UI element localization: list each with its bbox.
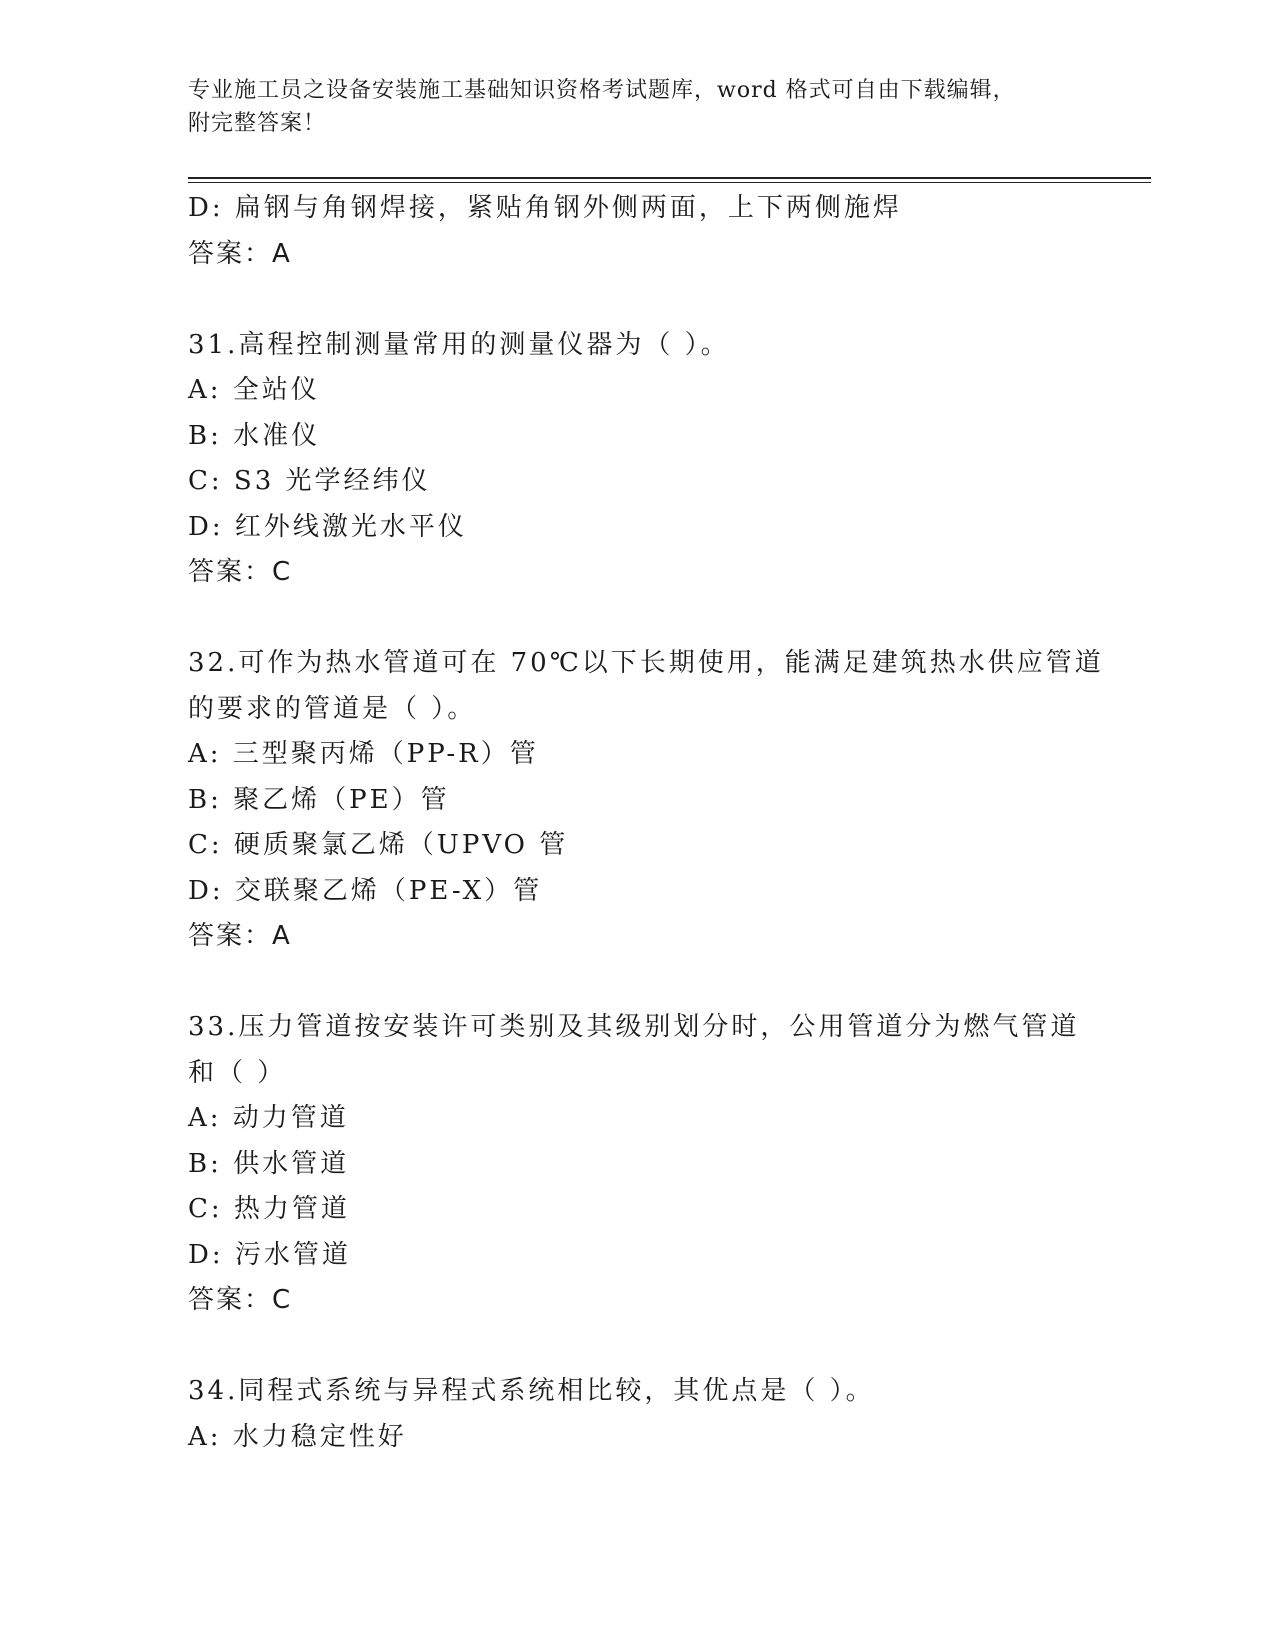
option-d: D: 红外线激光水平仪 — [188, 511, 467, 542]
question-stem-line-2: 的要求的管道是（ ）。 — [188, 693, 477, 724]
option-c: C: S3 光学经纬仪 — [188, 466, 431, 496]
spacer — [188, 596, 1088, 642]
spacer — [188, 960, 1088, 1006]
option-b: B: 供水管道 — [188, 1148, 350, 1179]
question-31 — [188, 323, 1088, 596]
question-stem: 34.同程式系统与异程式系统相比较，其优点是（ ）。 — [188, 1376, 875, 1406]
option-b: B: 水准仪 — [188, 420, 321, 451]
option-b: B: 聚乙烯（PE）管 — [188, 784, 450, 815]
option-c: C: 硬质聚氯乙烯（UPVO 管 — [188, 830, 569, 860]
header-line-1: 专业施工员之设备安装施工基础知识资格考试题库，word 格式可自由下载编辑， — [188, 78, 1016, 103]
option-a: A: 全站仪 — [188, 375, 320, 405]
header-line-2: 附完整答案！ — [188, 111, 327, 136]
spacer — [188, 277, 1088, 323]
question-30-tail — [188, 186, 1088, 277]
question-stem-line-1: 33.压力管道按安装许可类别及其级别划分时，公用管道分为燃气管道 — [188, 1012, 1080, 1042]
question-32 — [188, 641, 1104, 960]
header-divider-thick — [188, 177, 1151, 179]
page-header — [188, 74, 1088, 140]
option-a: A: 水力稳定性好 — [188, 1421, 407, 1452]
option-c: C: 热力管道 — [188, 1194, 350, 1224]
answer-line: 答案：C — [188, 557, 293, 587]
header-divider-thin — [188, 182, 1151, 183]
answer-line: 答案：A — [188, 921, 292, 951]
question-list — [188, 186, 1104, 1460]
spacer — [188, 1324, 1088, 1370]
answer-line: 答案：C — [188, 1285, 293, 1315]
question-stem-line-2: 和（ ） — [188, 1057, 287, 1088]
option-d: D: 交联聚乙烯（PE-X）管 — [188, 875, 543, 906]
option-a: A: 动力管道 — [188, 1103, 349, 1133]
option-d: D: 扁钢与角钢焊接，紧贴角钢外侧两面，上下两侧施焊 — [188, 193, 902, 223]
question-34 — [188, 1369, 1088, 1460]
option-d: D: 污水管道 — [188, 1239, 351, 1270]
option-a: A: 三型聚丙烯（PP-R）管 — [188, 739, 539, 769]
answer-line: 答案：A — [188, 238, 292, 269]
question-stem-line-1: 32.可作为热水管道可在 70℃以下长期使用，能满足建筑热水供应管道 — [188, 648, 1104, 678]
question-33 — [188, 1005, 1088, 1324]
question-stem: 31.高程控制测量常用的测量仪器为（ ）。 — [188, 329, 730, 360]
